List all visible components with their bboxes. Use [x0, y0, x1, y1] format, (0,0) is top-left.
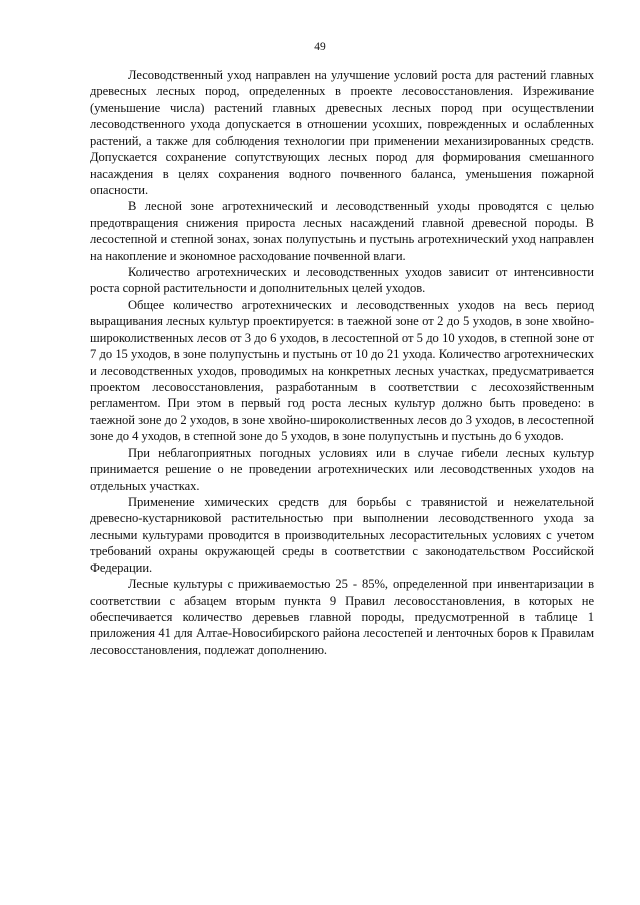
document-body	[90, 67, 594, 658]
paragraph-care-quantity-factors: Количество агротехнических и лесоводственных уходов зависит от интенсивности роста сорной растительности и дополнительных целей уходов.	[90, 265, 594, 296]
paragraph-total-care-count: Общее количество агротехнических и лесоводственных уходов на весь период выращивания лесных культур проектируется: в таежной зоне от 2 до 5 уходов, в зоне хвойно-широколиственных лесов от 3 до 6 уходов, в лесостепной от 5 до 10 уходов, в степной зоне от 7 до 15 уходов, в зоне полупустынь и пустынь от 10 до 21 ухода. Количество агротехнических и лесоводственных уходов, проводимых на конкретных лесных участках, предусматривается проектом лесовосстановления, разработанным в соответствии с лесохозяйственным регламентом. При этом в первый год роста лесных культур должно быть проведено: в таежной зоне до 2 уходов, в зоне хвойно-широколиственных лесов до 3 уходов, в лесостепной зоне до 4 уходов, в степной зоне до 5 уходов, в зоне полупустынь и пустынь до 6 уходов.	[90, 297, 594, 444]
paragraph-chemical-means: Применение химических средств для борьбы с травянистой и нежелательной древесно-кустарниковой растительностью при выполнении лесоводственного ухода за лесными культурами проводится в производительных лесорастительных условиях с учетом требований охраны окружающей среды в соответствии с законодательством Российской Федерации.	[90, 494, 594, 575]
paragraph-forest-zone-care: В лесной зоне агротехнический и лесоводственный уходы проводятся с целью предотвращения снижения прироста лесных насаждений главной древесной породы. В лесостепной и степной зонах, зонах полупустынь и пустынь агротехнический уход направлен на накопление и экономное расходование почвенной влаги.	[90, 199, 594, 263]
paragraph-adverse-weather: При неблагоприятных погодных условиях или в случае гибели лесных культур принимается решение о не проведении агротехнических или лесоводственных уходов на отдельных участках.	[90, 445, 594, 493]
paragraph-survival-rate-supplement: Лесные культуры с приживаемостью 25 - 85%, определенной при инвентаризации в соответствии с абзацем вторым пункта 9 Правил лесовосстановления, в которых не обеспечивается количество деревьев главной породы, предусмотренной в таблице 1 приложения 41 для Алтае-Новосибирского района лесостепей и ленточных боров к Правилам лесовосстановления, подлежат дополнению.	[90, 577, 594, 657]
paragraph-silvicultural-care-purpose: Лесоводственный уход направлен на улучшение условий роста для растений главных древесных лесных пород, определенных в проекте лесовосстановления. Изреживание (уменьшение числа) растений главных древесных лесных пород при осуществлении лесоводственного ухода допускается в отношении усохших, поврежденных и ослабленных растений, а также для соблюдения технологии при применении механизированных средств. Допускается сохранение сопутствующих лесных пород для формирования смешанного насаждения в целях сохранения водного почвенного баланса, уменьшения пожарной опасности.	[90, 68, 594, 197]
page-number: 49	[314, 41, 326, 53]
